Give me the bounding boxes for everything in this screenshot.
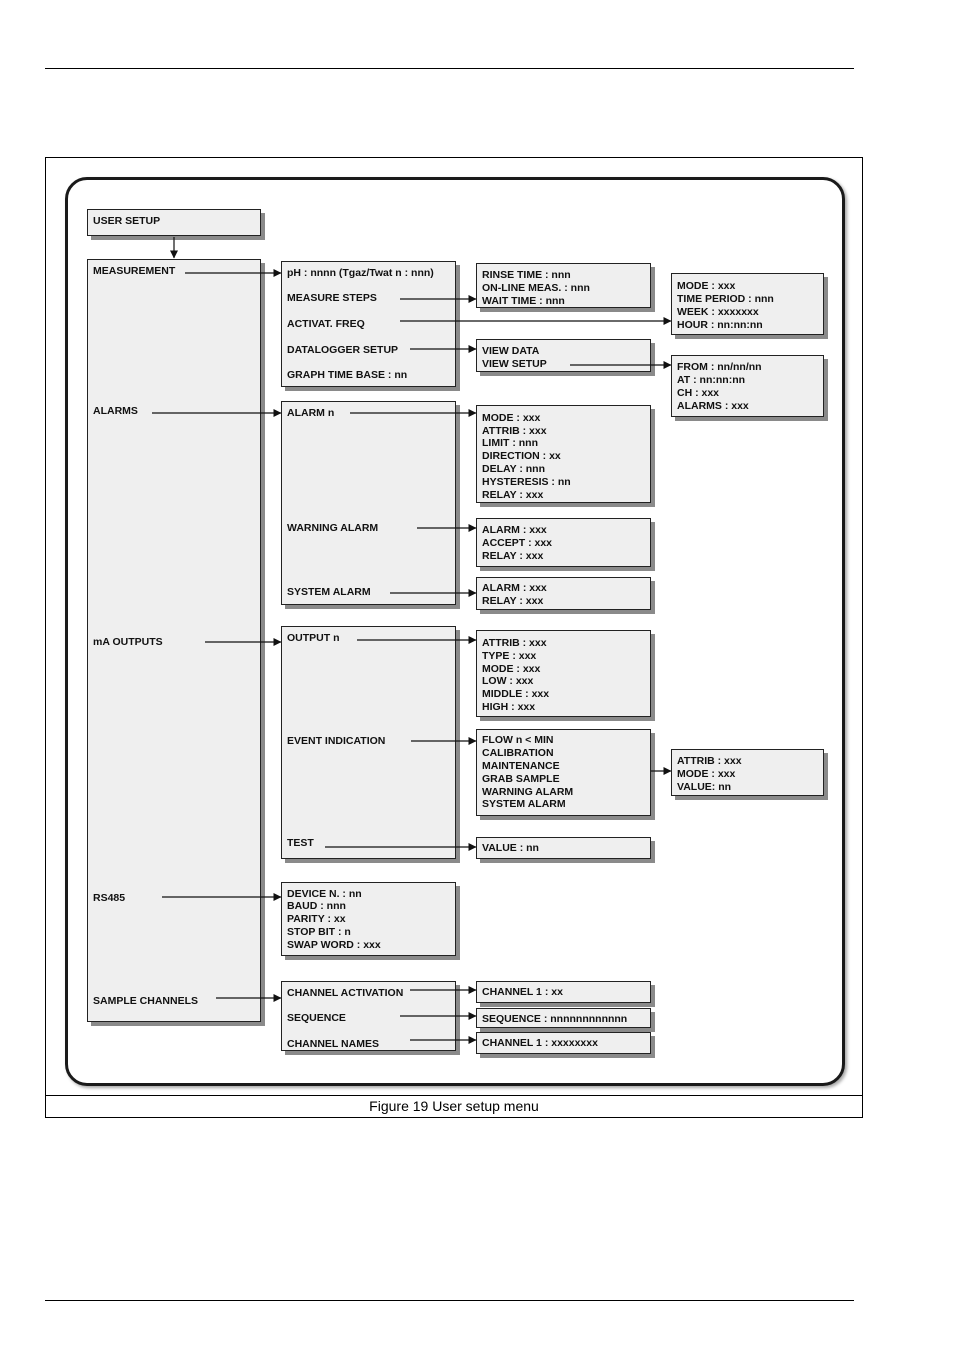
system-alarm-label: SYSTEM ALARM [287,586,371,598]
measure-steps-label: MEASURE STEPS [287,292,377,304]
at-label: AT : nn:nn:nn [677,374,746,386]
activat-freq-label: ACTIVAT. FREQ [287,318,365,330]
baud-label: BAUD : nnn [287,900,346,912]
view-data-label: VIEW DATA [482,345,540,357]
event-indication-label: EVENT INDICATION [287,735,386,747]
flow-label: FLOW n < MIN [482,734,554,746]
alarm-delay-label: DELAY : nnn [482,463,546,475]
event-value-label: VALUE: nn [677,781,732,793]
figure-caption: Figure 19 User setup menu [369,1098,539,1114]
output-high-label: HIGH : xxx [482,701,536,713]
warning-relay-label: RELAY : xxx [482,550,544,562]
device-label: DEVICE N. : nn [287,888,362,900]
datalogger-setup-label: DATALOGGER SETUP [287,344,399,356]
channel-names-value: CHANNEL 1 : xxxxxxxx [482,1037,598,1049]
menu-sample-channels: SAMPLE CHANNELS [93,995,199,1007]
menu-ma-outputs: mA OUTPUTS [93,636,163,648]
week-label: WEEK : xxxxxxx [677,306,759,318]
event-mode-label: MODE : xxx [677,768,736,780]
menu-measurement: MEASUREMENT [93,265,176,277]
output-low-label: LOW : xxx [482,675,534,687]
from-label: FROM : nn/nn/nn [677,361,762,373]
sequence-value: SEQUENCE : nnnnnnnnnnnn [482,1013,628,1025]
output-type-label: TYPE : xxx [482,650,537,662]
view-alarms-label: ALARMS : xxx [677,400,749,412]
alarm-relay-label: RELAY : xxx [482,489,544,501]
hour-label: HOUR : nn:nn:nn [677,319,763,331]
menu-alarms: ALARMS [93,405,138,417]
channel-names-label: CHANNEL NAMES [287,1038,379,1050]
alarm-n-label: ALARM n [287,407,335,419]
grab-sample-label: GRAB SAMPLE [482,773,560,785]
maintenance-label: MAINTENANCE [482,760,560,772]
alarm-mode-label: MODE : xxx [482,412,541,424]
graph-time-base-label: GRAPH TIME BASE : nn [287,369,408,381]
test-label: TEST [287,837,314,849]
online-meas-label: ON-LINE MEAS. : nnn [482,282,590,294]
parity-label: PARITY : xx [287,913,346,925]
time-period-label: TIME PERIOD : nnn [677,293,774,305]
freq-mode-label: MODE : xxx [677,280,736,292]
ph-label: pH : nnnn (Tgaz/Twat n : nnn) [287,267,434,279]
channel-activation-value: CHANNEL 1 : xx [482,986,563,998]
output-mode-label: MODE : xxx [482,663,541,675]
warning-accept-label: ACCEPT : xxx [482,537,553,549]
swap-word-label: SWAP WORD : xxx [287,939,381,951]
alarm-hysteresis-label: HYSTERESIS : nn [482,476,571,488]
output-attrib-label: ATTRIB : xxx [482,637,547,649]
test-value-label: VALUE : nn [482,842,539,854]
event-warning-alarm-label: WARNING ALARM [482,786,574,798]
system-relay-label: RELAY : xxx [482,595,544,607]
view-setup-label: VIEW SETUP [482,358,547,370]
alarm-limit-label: LIMIT : nnn [482,437,538,449]
ch-label: CH : xxx [677,387,720,399]
alarm-attrib-label: ATTRIB : xxx [482,425,547,437]
event-system-alarm-label: SYSTEM ALARM [482,798,566,810]
stop-bit-label: STOP BIT : n [287,926,351,938]
calibration-label: CALIBRATION [482,747,554,759]
user-setup-label: USER SETUP [93,215,161,227]
channel-activation-label: CHANNEL ACTIVATION [287,987,404,999]
system-alarm-value-label: ALARM : xxx [482,582,547,594]
wait-time-label: WAIT TIME : nnn [482,295,565,307]
warning-alarm-label: WARNING ALARM [287,522,379,534]
sequence-label: SEQUENCE [287,1012,346,1024]
alarm-direction-label: DIRECTION : xx [482,450,561,462]
menu-rs485: RS485 [93,892,126,904]
warning-alarm-value-label: ALARM : xxx [482,524,547,536]
event-attrib-label: ATTRIB : xxx [677,755,742,767]
rinse-time-label: RINSE TIME : nnn [482,269,571,281]
output-middle-label: MIDDLE : xxx [482,688,550,700]
output-n-label: OUTPUT n [287,632,340,644]
